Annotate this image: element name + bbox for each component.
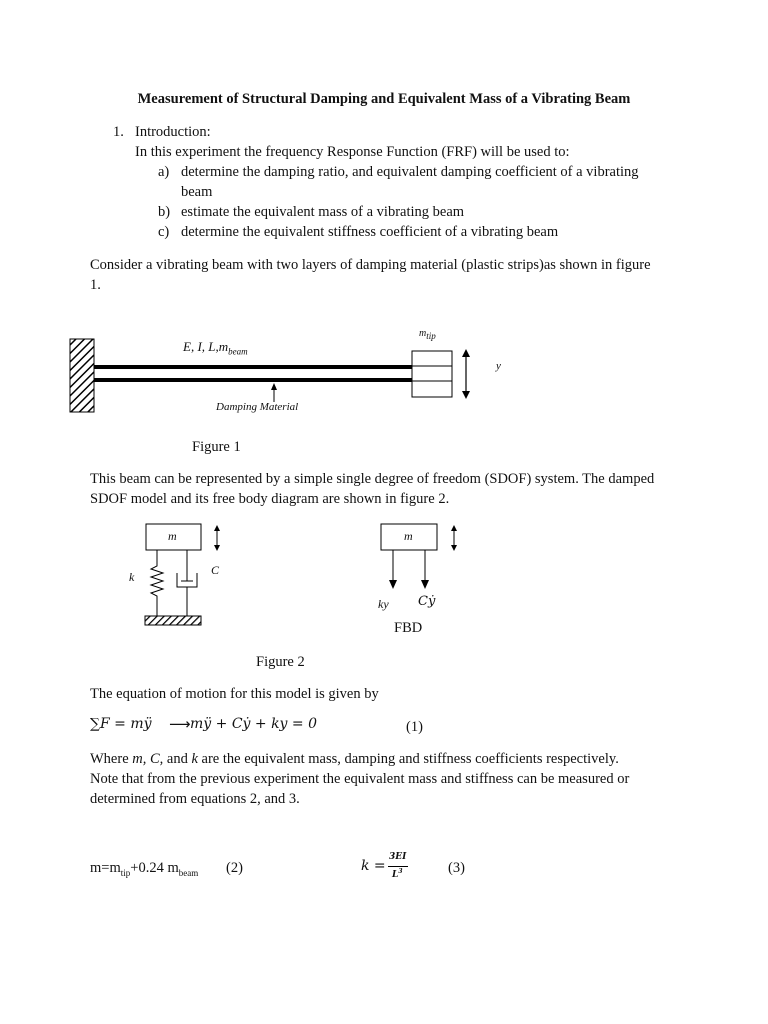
beam-properties-label: E, I, $L,m_{beam}$ — [183, 339, 248, 357]
damping-coefficient-label: C — [211, 563, 220, 577]
paragraph-line: SDOF model and its free body diagram are shown in figure 2. — [90, 491, 450, 507]
figure-1-caption: Figure 1 — [192, 439, 241, 455]
tip-mass — [412, 351, 452, 397]
paragraph-line: determined from equations 2, and 3. — [90, 791, 300, 807]
spring-constant-label: k — [129, 570, 135, 584]
paragraph-line: 1. — [90, 277, 101, 293]
ground — [145, 616, 201, 625]
damping-material-label: Damping Material — [216, 401, 299, 413]
spring — [151, 550, 163, 616]
equation-3-number: (3) — [448, 860, 465, 876]
equation-3-denominator: $L^3$ — [392, 868, 403, 880]
paragraph-line: The equation of motion for this model is given by — [90, 686, 379, 702]
fbd-label: FBD — [394, 620, 423, 636]
tip-mass-label: $m_{tip}$ — [419, 328, 436, 341]
paragraph-line: This beam can be represented by a simple single degree of freedom (SDOF) system. The damped — [90, 471, 655, 487]
list-marker: c) — [158, 224, 170, 240]
list-marker: a) — [158, 164, 170, 180]
equation-2: $m=m_{tip}+0.24$ $m_{beam}$ — [90, 860, 199, 878]
paragraph-line: Note that from the previous experiment the equivalent mass and stiffness can be measured or — [90, 771, 630, 787]
list-item: determine the damping ratio, and equivalent damping coefficient of a vibrating — [181, 164, 639, 180]
equation-3-numerator: 3EI — [389, 852, 407, 862]
damping-force-label: Cẏ — [418, 594, 436, 609]
fixed-wall-support — [70, 339, 94, 412]
section-heading: Introduction: — [135, 124, 211, 140]
paragraph-line: Consider a vibrating beam with two layers of damping material (plastic strips)as shown in figure — [90, 257, 651, 273]
sdof-model-diagram — [120, 518, 250, 633]
fbd-mass-label: m — [404, 529, 413, 543]
section-number: 1. — [113, 124, 124, 140]
implies-arrow: ⟶ — [169, 715, 191, 733]
equation-1-lhs: ∑F = mÿ — [90, 716, 152, 732]
list-marker: b) — [158, 204, 171, 220]
intro-lead: In this experiment the frequency Response Function (FRF) will be used to: — [135, 144, 570, 160]
document-title: Measurement of Structural Damping and Equivalent Mass of a Vibrating Beam — [137, 91, 631, 107]
equation-2-number: (2) — [226, 860, 243, 876]
equation-1-number: (1) — [406, 719, 423, 735]
beam-lower-layer — [94, 378, 412, 382]
mass-label: m — [168, 529, 177, 543]
beam-upper-layer — [94, 365, 412, 369]
list-item: determine the equivalent stiffness coefficient of a vibrating beam — [181, 224, 559, 240]
list-item-continuation: beam — [181, 184, 213, 200]
paragraph-line: Where m, C, and k are the equivalent mass, damping and stiffness coefficients respectively. — [90, 751, 619, 767]
free-body-diagram — [370, 518, 470, 593]
equation-3-lhs: k = — [361, 858, 386, 874]
spring-force-label: ky — [378, 597, 389, 611]
equation-1-rhs: mÿ + Cẏ + ky = 0 — [190, 716, 317, 732]
y-label: y — [496, 360, 501, 372]
fraction-bar — [388, 866, 408, 867]
list-item: estimate the equivalent mass of a vibrating beam — [181, 204, 465, 220]
figure-2-caption: Figure 2 — [256, 654, 305, 670]
